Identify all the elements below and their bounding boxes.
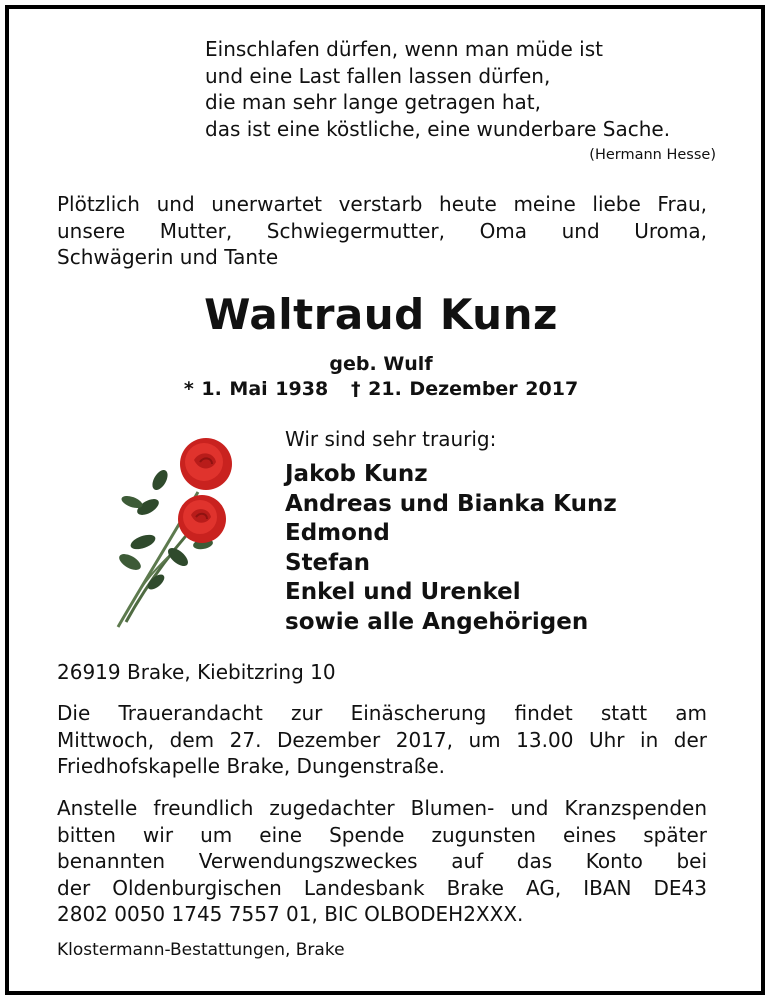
donation-line: der Oldenburgischen Landesbank Brake AG, IBAN DE43 (57, 875, 707, 900)
donation-info (57, 795, 707, 928)
service-info (57, 700, 707, 780)
mourner-name: Enkel und Urenkel (285, 579, 521, 605)
donation-line: 2802 0050 1745 7557 01, BIC OLBODEH2XXX. (57, 902, 524, 926)
announcement-line: unsere Mutter, Schwiegermutter, Oma und Uroma, (57, 218, 707, 243)
mourner-name: Jakob Kunz (285, 461, 428, 487)
mourner-name: Andreas und Bianka Kunz (285, 490, 617, 517)
donation-line: Anstelle freundlich zugedachter Blumen- und Kranzspenden (57, 796, 707, 820)
mourner-name: Stefan (285, 549, 371, 576)
life-dates (0, 378, 762, 400)
mourner-name: Edmond (285, 520, 390, 546)
announcement-line: Schwägerin und Tante (57, 245, 279, 269)
mourner-name: sowie alle Angehörigen (285, 608, 589, 635)
maiden-name: geb. Wulf (329, 353, 433, 375)
donation-line: bitten wir um eine Spende zugunsten eines später (57, 822, 707, 847)
mourners-intro: Wir sind sehr traurig: (285, 427, 497, 451)
death-date: † 21. Dezember 2017 (351, 378, 579, 400)
family-address: 26919 Brake, Kiebitzring 10 (57, 660, 336, 684)
donation-line: benannten Verwendungszweckes auf das Konto bei (57, 849, 707, 873)
service-line: Mittwoch, dem 27. Dezember 2017, um 13.00 Uhr in der (57, 727, 707, 752)
mourners-list (285, 460, 617, 637)
service-line: Friedhofskapelle Brake, Dungenstraße. (57, 754, 445, 778)
poem-line: und eine Last fallen lassen dürfen, (205, 63, 551, 88)
poem-line: das ist eine köstliche, eine wunderbare Sache. (205, 116, 671, 141)
poem-author: (Hermann Hesse) (589, 147, 716, 163)
poem (205, 36, 670, 142)
deceased-name: Waltraud Kunz (204, 290, 558, 339)
poem-line: die man sehr lange getragen hat, (205, 90, 541, 114)
announcement-line: Plötzlich und unerwartet verstarb heute meine liebe Frau, (57, 192, 707, 216)
announcement-text (57, 191, 707, 271)
roses-image (108, 432, 253, 637)
funeral-home: Klostermann-Bestattungen, Brake (57, 940, 345, 960)
service-line: Die Trauerandacht zur Einäscherung findet statt am (57, 701, 707, 725)
birth-date: * 1. Mai 1938 (183, 378, 329, 400)
poem-line: Einschlafen dürfen, wenn man müde ist (205, 37, 603, 61)
